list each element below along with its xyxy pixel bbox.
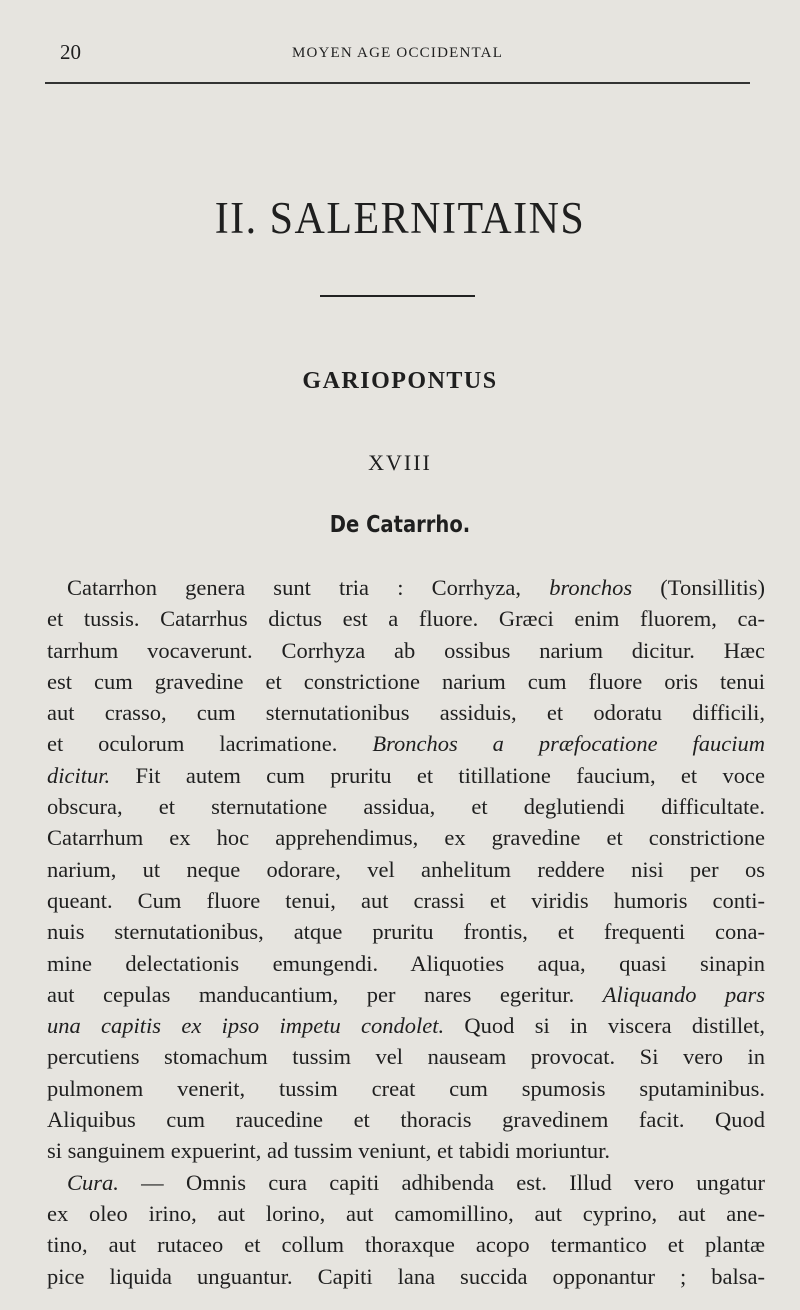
text-segment: et oculorum lacrimatione. xyxy=(47,731,373,757)
text-line xyxy=(47,979,765,1010)
text-segment: pulmonem venerit, tussim creat cum spumosis sputaminibus. xyxy=(47,1075,765,1101)
text-line xyxy=(47,1041,765,1072)
text-segment: aut crasso, cum sternutationibus assiduis, et odoratu difficili, xyxy=(47,700,765,726)
text-segment: (Tonsillitis) xyxy=(632,575,765,600)
chapter-number: XVIII xyxy=(368,450,432,475)
text-line xyxy=(47,948,765,979)
text-segment: Fit autem cum pruritu et titillatione faucium, et voce xyxy=(110,762,765,788)
author-heading: GARIOPONTUS xyxy=(302,368,498,394)
text-segment: percutiens stomachum tussim vel nauseam provocat. Si vero in xyxy=(47,1044,765,1070)
text-line xyxy=(47,1073,765,1104)
italic-text: Aliquando pars xyxy=(602,981,765,1007)
text-line xyxy=(47,791,765,822)
text-line xyxy=(47,1198,765,1229)
text-segment: ex oleo irino, aut lorino, aut camomillino, aut cyprino, aut ane- xyxy=(47,1200,765,1226)
text-line xyxy=(47,1104,765,1135)
text-segment: nuis sternutationibus, atque pruritu frontis, et frequenti cona- xyxy=(47,919,765,945)
text-line xyxy=(47,572,765,603)
page-number: 20 xyxy=(60,40,81,64)
chapter-title: De Catarrho. xyxy=(329,512,471,538)
section-title: II. SALERNITAINS xyxy=(214,194,586,244)
italic-text: una capitis ex ipso impetu condolet. xyxy=(47,1013,445,1039)
header-rule xyxy=(45,82,750,84)
section-divider xyxy=(320,295,475,297)
text-line xyxy=(47,916,765,947)
text-line xyxy=(47,760,765,791)
italic-text: dicitur. xyxy=(47,762,111,788)
text-line xyxy=(47,603,765,634)
text-line xyxy=(47,1167,765,1198)
text-line xyxy=(47,1010,765,1041)
text-segment: aut cepulas manducantium, per nares egeritur. xyxy=(47,981,603,1007)
text-line xyxy=(47,1261,765,1292)
running-head: MOYEN AGE OCCIDENTAL xyxy=(291,45,504,61)
page-header xyxy=(45,38,750,68)
text-line xyxy=(47,635,765,666)
text-segment: tarrhum vocaverunt. Corrhyza ab ossibus narium dicitur. Hæc xyxy=(47,637,765,663)
text-segment: Catarrhum ex hoc apprehendimus, ex gravedine et constrictione xyxy=(47,825,765,851)
text-line xyxy=(47,822,765,853)
italic-text: Cura. xyxy=(67,1169,119,1195)
text-segment: narium, ut neque odorare, vel anhelitum reddere nisi per os xyxy=(47,856,765,882)
body-text xyxy=(47,572,765,1292)
text-segment: si sanguinem expuerint, ad tussim veniunt, et tabidi moriuntur. xyxy=(47,1138,611,1164)
text-line xyxy=(47,1229,765,1260)
text-line xyxy=(47,666,765,697)
italic-text: Bronchos a præfocatione faucium xyxy=(372,731,765,757)
text-segment: — Omnis cura capiti adhibenda est. Illud vero ungatur xyxy=(118,1169,765,1195)
text-line xyxy=(47,1135,765,1166)
text-segment: est cum gravedine et constrictione narium cum fluore oris tenui xyxy=(47,668,765,694)
text-segment: Aliquibus cum raucedine et thoracis gravedinem facit. Quod xyxy=(47,1107,765,1133)
text-segment: Quod si in viscera distillet, xyxy=(444,1013,765,1039)
text-segment: mine delectationis emungendi. Aliquoties aqua, quasi sinapin xyxy=(47,950,765,976)
text-line xyxy=(47,854,765,885)
text-segment: tino, aut rutaceo et collum thoraxque acopo termantico et plantæ xyxy=(47,1232,765,1258)
text-segment: obscura, et sternutatione assidua, et deglutiendi difficultate. xyxy=(47,794,765,820)
italic-text: bronchos xyxy=(549,575,633,600)
text-segment: pice liquida unguantur. Capiti lana succida opponantur ; balsa- xyxy=(47,1263,765,1289)
text-segment: Catarrhon genera sunt tria : Corrhyza, xyxy=(67,575,550,600)
text-line xyxy=(47,728,765,759)
text-segment: et tussis. Catarrhus dictus est a fluore. Græci enim fluorem, ca- xyxy=(47,606,765,632)
text-line xyxy=(47,885,765,916)
text-segment: queant. Cum fluore tenui, aut crassi et viridis humoris conti- xyxy=(47,887,765,913)
text-line xyxy=(47,697,765,728)
